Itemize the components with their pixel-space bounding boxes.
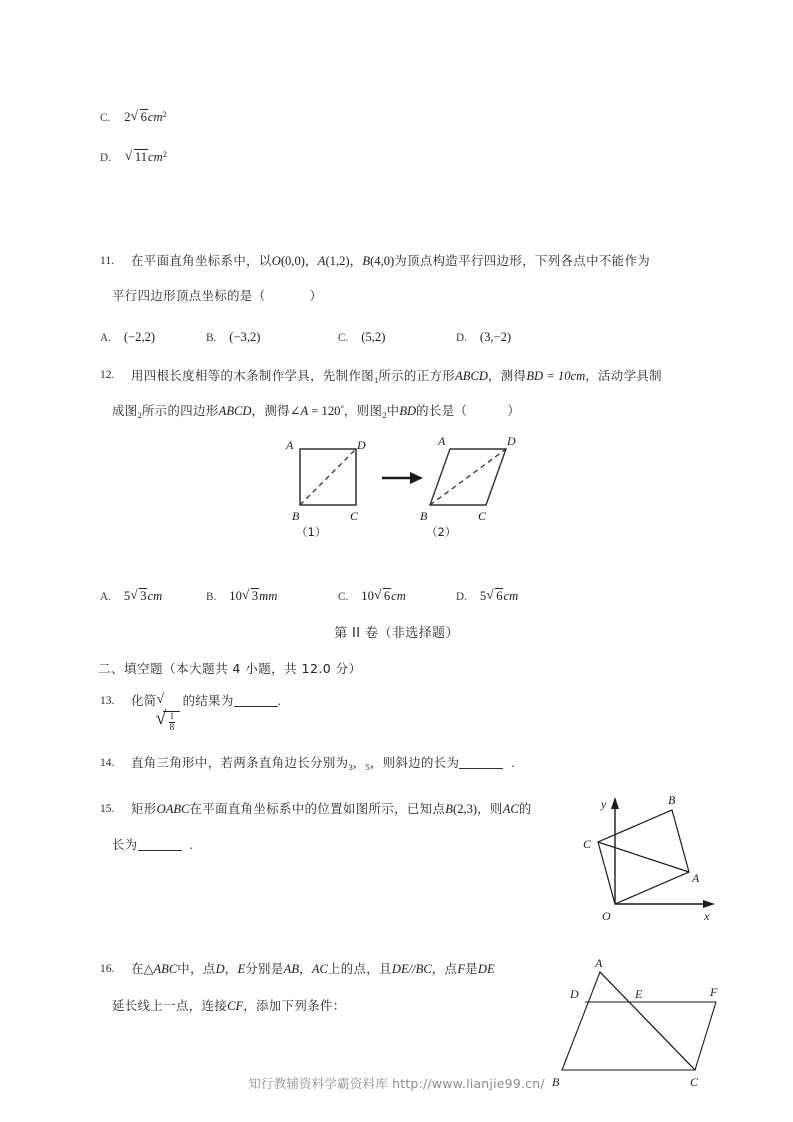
fig15-origin-label: O (602, 909, 611, 923)
q14-text-c: . (511, 756, 515, 770)
q12-option-a[interactable] (100, 587, 162, 605)
q12-line2-c: ，测得 (251, 403, 290, 418)
q11-text-a: 在平面直角坐标系中，以 (131, 253, 272, 268)
option-c-radicand: 6 (140, 110, 147, 124)
question-11-number: 11. (100, 255, 114, 267)
q12-option-c[interactable] (338, 587, 406, 605)
q16-line2-a: 延长线上一点，连接 (112, 998, 228, 1013)
q12-quad-2: ABCD (218, 404, 252, 418)
q12-bd-equation: BD = 10cm (526, 369, 586, 383)
watermark-text: 知行教辅资料学霸资料库 http://www.lianjie99.cn/ (248, 1076, 545, 1091)
q11-option-a-label: A. (100, 332, 111, 344)
q16-triangle-abc: △ABC (143, 962, 178, 976)
fill-in-blank-section-heading: 二、填空题（本大题共 4 小题，共 12.0 分） (98, 661, 362, 676)
option-c-continued (100, 108, 167, 126)
option-d-radicand: 11 (134, 150, 148, 164)
figure-12-caption-2: （2） (426, 525, 457, 539)
q16-text-f: 是 (465, 961, 478, 976)
fig12-para-label-c: C (478, 509, 487, 523)
q12-option-a-coef: 5 (123, 589, 131, 603)
q16-segment-ab: AB (283, 962, 300, 976)
q16-text-e: ，点 (431, 961, 458, 976)
q12-angle-value: = 120 (308, 404, 341, 418)
option-c-label: C. (100, 112, 111, 124)
q12-degree-sign: ° (340, 403, 344, 414)
q16-parallel-statement: DE//BC (391, 962, 432, 976)
option-c-unit: cm (147, 110, 163, 124)
q16-text-d: 上的点，且 (327, 961, 392, 976)
q12-fig1-subscript: 1 (374, 374, 379, 385)
q12-option-c-label: C. (338, 591, 349, 603)
q12-angle-symbol: ∠A (289, 404, 309, 418)
q14-value-2: 5 (365, 761, 370, 772)
fig15-axis-x-label: x (704, 909, 710, 923)
fig16-vertex-f-label: F (710, 985, 718, 999)
option-d-exponent: 2 (162, 149, 168, 160)
q13-text-c: . (277, 694, 281, 708)
option-d-unit: cm (148, 150, 163, 164)
q12-line2-a: 成图 (112, 403, 138, 418)
q12-option-a-unit: cm (147, 589, 163, 603)
fig12-square-label-d: D (357, 438, 366, 452)
question-14-number: 14. (100, 757, 115, 769)
q15-segment-ac: AC (502, 802, 519, 816)
q16-segment-ac: AC (311, 962, 328, 976)
q11-option-a-text: (−2,2) (123, 330, 156, 344)
fig12-square-label-c: C (350, 509, 359, 523)
q14-text-a: 直角三角形中，若两条直角边长分别为 (131, 755, 349, 770)
q13-fraction-numerator: 1 (169, 711, 175, 721)
question-15-figure (576, 786, 726, 926)
q16-point-e: E (237, 962, 246, 976)
question-11-line-1 (131, 251, 791, 270)
q12-line2-d: ，则图 (343, 403, 383, 418)
q15-line2-a: 长为 (112, 837, 138, 852)
q12-text-b: 所示的正方形 (378, 368, 456, 383)
q11-option-b[interactable] (206, 328, 261, 346)
q15-text-c: ，则 (477, 801, 503, 816)
q11-option-d[interactable] (456, 328, 511, 346)
q12-option-c-unit: cm (391, 589, 406, 603)
q16-text-a: 在 (131, 961, 144, 976)
question-16-figure (540, 950, 725, 1090)
q12-text-a: 用四根长度相等的木条制作学具，先制作图 (131, 368, 375, 383)
fig12-square-label-a: A (286, 438, 294, 452)
q11-option-d-text: (3,−2) (479, 330, 512, 344)
q14-value-1: 3 (348, 761, 353, 772)
fig12-para-label-b: B (420, 509, 428, 523)
fig15-axis-y-label: y (601, 797, 607, 811)
q16-segment-cf: CF (227, 999, 244, 1013)
question-16-number: 16. (100, 963, 115, 975)
fig16-vertex-b-label: B (552, 1075, 560, 1089)
q12-option-b-label: B. (206, 591, 217, 603)
q15-answer-blank[interactable] (138, 836, 182, 851)
q16-segment-de: DE (477, 962, 495, 976)
q16-sep-2: ， (299, 961, 312, 976)
q11-point-a: A (317, 254, 326, 268)
q12-fig2b-subscript: 2 (382, 409, 387, 420)
q14-answer-blank[interactable] (459, 754, 503, 769)
q11-line2-close: ） (309, 288, 323, 303)
question-16-line-1 (131, 959, 531, 978)
q12-text-c: ，测得 (487, 368, 527, 383)
fig15-vertex-b-label: B (668, 793, 676, 807)
question-12-figure (278, 432, 518, 532)
question-11-line-2 (112, 286, 322, 305)
question-13-text: 化简 √ √ $\frac{1}{8}$ 的结果为 . (131, 691, 281, 710)
q12-line2-e: 中 (386, 403, 400, 418)
q11-option-c[interactable] (338, 328, 385, 346)
q11-point-b-coords: (4,0) (370, 254, 395, 268)
q11-text-b: 为顶点构造平行四边形，下列各点中不能作为 (394, 253, 651, 268)
q15-line2-b: . (189, 838, 193, 852)
fig12-para-label-d: D (507, 434, 516, 448)
q13-text-a: 化简 (131, 693, 157, 708)
fig16-vertex-d-label: D (570, 987, 579, 1001)
q12-option-d-unit: cm (503, 589, 519, 603)
q11-option-c-text: (5,2) (361, 330, 386, 344)
q11-point-a-coords: (1,2) (325, 254, 350, 268)
q11-option-b-label: B. (206, 332, 217, 344)
q15-rectangle-name: OABC (156, 802, 190, 816)
q15-text-b: 在平面直角坐标系中的位置如图所示，已知点 (189, 801, 446, 816)
q12-option-c-coef: 10 (361, 589, 374, 603)
question-15-line-2 (112, 835, 193, 854)
q12-option-a-radicand: 3 (140, 589, 147, 603)
option-c-exponent: 2 (162, 109, 167, 120)
q16-sep-1: ， (224, 961, 238, 976)
q16-text-b: 中，点 (177, 961, 216, 976)
q16-point-f: F (457, 962, 466, 976)
fig16-vertex-a-label: A (595, 956, 603, 970)
volume-2-title: 第 II 卷（非选择题） (334, 626, 459, 641)
question-15-line-1 (131, 799, 591, 818)
q16-point-d: D (215, 962, 225, 976)
q15-text-d: 的 (518, 801, 532, 816)
figure-12-caption-1: （1） (296, 525, 327, 539)
q11-option-b-text: (−3,2) (229, 330, 261, 344)
q11-option-a[interactable] (100, 328, 155, 346)
q15-point-b-coords: (2,3) (453, 802, 478, 816)
fig12-square-label-b: B (292, 509, 300, 523)
option-d-label: D. (100, 152, 111, 164)
question-12-line-2 (112, 401, 782, 420)
q11-option-d-label: D. (456, 332, 467, 344)
q12-option-d-label: D. (456, 591, 467, 603)
q12-line2-close: ） (507, 403, 521, 418)
q11-point-b: B (362, 254, 371, 268)
question-12-line-1 (131, 366, 793, 385)
q13-answer-blank[interactable] (234, 692, 278, 707)
q16-line2-b: ，添加下列条件： (243, 998, 346, 1013)
q16-text-c: 分别是 (245, 961, 284, 976)
q14-separator: ， (352, 755, 366, 770)
question-16-line-2 (112, 996, 346, 1015)
q14-text-b: ，则斜边的长为 (369, 755, 460, 770)
fig15-vertex-c-label: C (583, 837, 592, 851)
question-13-number: 13. (100, 695, 115, 707)
q12-option-a-label: A. (100, 591, 111, 603)
q12-text-d: ，活动学具制 (585, 368, 662, 383)
q12-option-b-coef: 10 (229, 589, 242, 603)
q12-option-c-radicand: 6 (383, 589, 391, 603)
q11-option-c-label: C. (338, 332, 349, 344)
q15-point-b: B (445, 802, 453, 816)
q12-option-b[interactable] (206, 587, 277, 605)
q12-fig2-subscript: 2 (137, 409, 142, 420)
q11-line2-text: 平行四边形顶点坐标的是（ (112, 288, 266, 303)
q12-option-d-radicand: 6 (496, 589, 503, 603)
option-c-coefficient: 2 (124, 110, 131, 124)
q12-option-d[interactable] (456, 587, 518, 605)
q12-option-b-radicand: 3 (251, 589, 259, 603)
q13-text-b: 的结果为 (182, 693, 234, 708)
option-d-continued (100, 148, 167, 166)
question-15-number: 15. (100, 803, 115, 815)
question-14-text (131, 753, 515, 772)
fig16-vertex-c-label: C (690, 1075, 699, 1089)
q12-option-d-coef: 5 (479, 589, 487, 603)
q12-line2-f: 的长是（ (416, 403, 468, 418)
q13-fraction-denominator: 8 (169, 721, 175, 732)
q11-sep-1: ， (304, 253, 318, 268)
q15-text-a: 矩形 (131, 801, 157, 816)
question-12-number: 12. (100, 369, 115, 381)
q12-bd-2: BD (399, 404, 417, 418)
q12-line2-b: 所示的四边形 (141, 403, 219, 418)
fig16-vertex-e-label: E (635, 987, 643, 1001)
q11-point-o: O (271, 254, 281, 268)
q12-option-b-unit: mm (259, 589, 278, 603)
fig12-para-label-a: A (438, 434, 446, 448)
q11-point-o-coords: (0,0) (280, 254, 305, 268)
fig15-vertex-a-label: A (692, 871, 700, 885)
q11-sep-2: ， (349, 253, 363, 268)
q12-quad-1: ABCD (455, 369, 488, 383)
